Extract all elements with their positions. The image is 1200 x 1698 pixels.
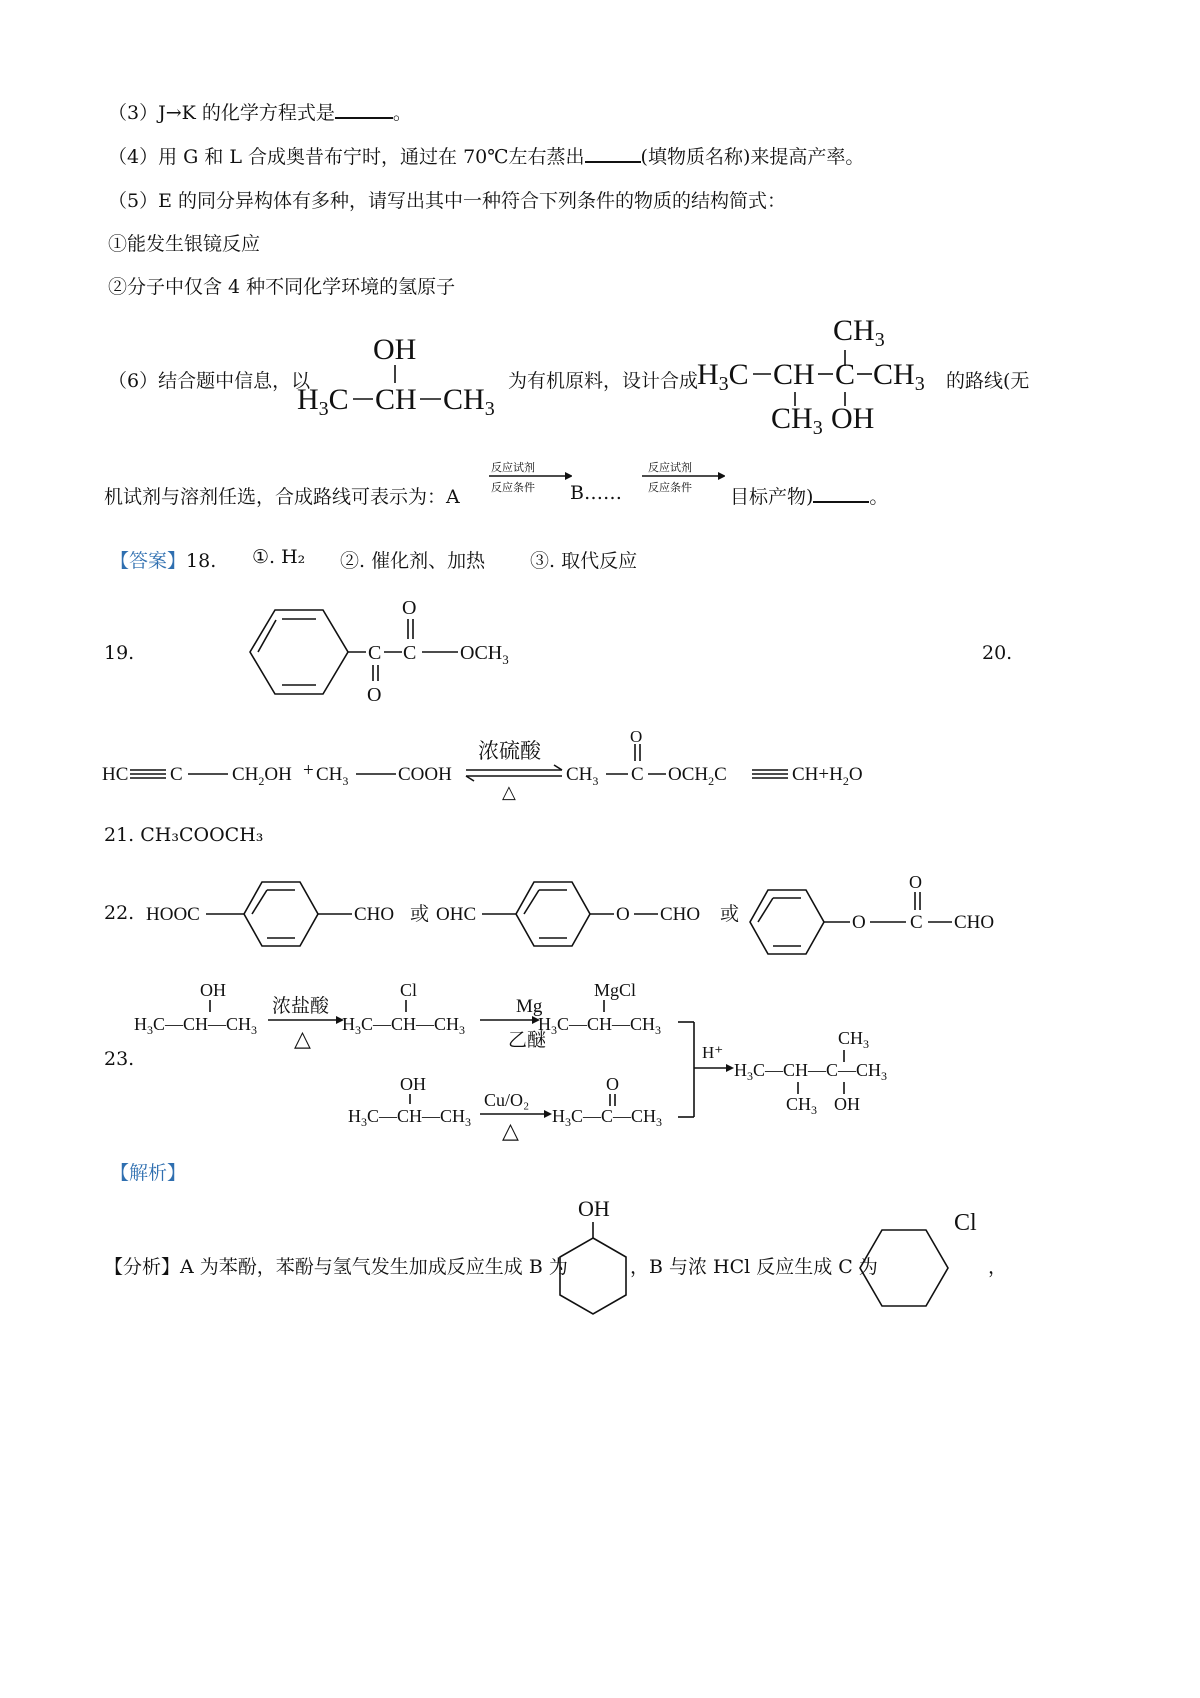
arrow-top-label: 反应试剂 bbox=[648, 461, 692, 474]
answer-21 bbox=[104, 824, 263, 846]
cyclohexanol-structure bbox=[548, 1196, 638, 1316]
reagent-hcl: 浓盐酸 bbox=[272, 995, 330, 1017]
arrow-top-label: 反应试剂 bbox=[491, 461, 535, 474]
svg-text:CH3: $CH_3$ bbox=[833, 314, 885, 351]
svg-text:OHC: OHC bbox=[436, 904, 477, 925]
svg-text:CH3: $CH_3$ bbox=[316, 764, 349, 788]
q5-text: E 的同分异构体有多种，请写出其中一种符合下列条件的物质的结构简式： bbox=[158, 190, 787, 212]
svg-text:CH+H2O: $CH+H_2O$ bbox=[792, 764, 863, 788]
answer-blank bbox=[335, 99, 393, 119]
answer-22-number: 22. bbox=[104, 902, 135, 924]
isopropanol-structure bbox=[295, 325, 510, 425]
target-product-structure bbox=[695, 310, 945, 435]
reagent-mg: Mg bbox=[516, 996, 543, 1017]
svg-text:O: O bbox=[909, 872, 922, 892]
svg-text:OH: OH bbox=[373, 333, 417, 366]
svg-text:CH: CH bbox=[773, 358, 815, 391]
svg-text:H3C—CH—C—CH3: $H_3C—CH—C—CH_3$ bbox=[734, 1060, 888, 1083]
svg-text:O: O bbox=[630, 728, 643, 746]
answer-23-synthesis-route bbox=[130, 970, 920, 1145]
solvent-ether: 乙醚 bbox=[508, 1029, 547, 1051]
reagent-cu-o2: Cu/O₂ bbox=[484, 1090, 530, 1110]
or-label-2: 或 bbox=[720, 903, 740, 925]
answer-18-number: 18. bbox=[186, 550, 217, 572]
svg-text:OCH3: $OCH_3$ bbox=[460, 642, 509, 667]
q6-line2c bbox=[730, 482, 888, 509]
answer-18-2: ②. 催化剂、加热 bbox=[340, 550, 486, 572]
svg-text:CHO: CHO bbox=[954, 912, 995, 933]
svg-text:C: C bbox=[631, 764, 644, 785]
q6-line2c-text: 目标产物) bbox=[730, 486, 814, 508]
svg-text:OCH2C: $OCH_2C$ bbox=[668, 764, 727, 788]
q5-number: （5） bbox=[108, 190, 159, 212]
answer-21-formula: CH₃COOCH₃ bbox=[140, 824, 264, 846]
svg-text:CH3: $CH_3$ bbox=[443, 383, 495, 420]
svg-text:C: C bbox=[368, 642, 382, 664]
answer-blank bbox=[813, 483, 869, 503]
question-4 bbox=[108, 142, 864, 169]
svg-text:CHO: CHO bbox=[354, 904, 395, 925]
svg-text:H3C: $H_3C$ bbox=[297, 383, 349, 420]
q3-text: J→K 的化学方程式是 bbox=[158, 102, 335, 124]
arrow-bottom-label: 反应条件 bbox=[648, 481, 692, 494]
svg-text:H3C—CH—CH3: $H_3C—CH—CH_3$ bbox=[342, 1014, 466, 1037]
answer-20-equation bbox=[100, 728, 880, 803]
analysis-head: 【分析】 bbox=[104, 1256, 181, 1278]
condition-2: ②分子中仅含 4 种不同化学环境的氢原子 bbox=[108, 276, 456, 298]
q6-line2a: 机试剂与溶剂任选，合成路线可表示为：A bbox=[104, 486, 460, 508]
catalyst-label: 浓硫酸 bbox=[478, 739, 541, 763]
svg-text:CH3: $CH_3$ bbox=[786, 1094, 818, 1117]
svg-text:C: C bbox=[835, 358, 856, 391]
answer-18-1: ①. H₂ bbox=[252, 546, 306, 568]
svg-text:Cl: Cl bbox=[400, 980, 418, 1000]
svg-text:C: C bbox=[403, 642, 417, 664]
svg-text:Cl: Cl bbox=[954, 1210, 977, 1236]
answer-18 bbox=[110, 546, 216, 573]
svg-text:CH3: $CH_3$ bbox=[873, 358, 925, 395]
svg-text:H3C—C—CH3: $H_3C—C—CH_3$ bbox=[552, 1106, 663, 1129]
svg-text:HOOC: HOOC bbox=[146, 904, 200, 925]
q6-tail: 。 bbox=[869, 486, 889, 508]
q6-text3: 的路线(无 bbox=[946, 370, 1030, 392]
analysis-text3: ， bbox=[988, 1256, 1008, 1278]
analysis-text2: ，B 与浓 HCl 反应生成 C 为 bbox=[630, 1256, 878, 1278]
answer-tag: 【答案】 bbox=[110, 550, 187, 572]
question-3 bbox=[108, 98, 412, 125]
answer-22-structures bbox=[140, 870, 1020, 960]
svg-text:O: O bbox=[616, 904, 630, 925]
svg-text:HC: HC bbox=[102, 764, 129, 785]
svg-text:C: C bbox=[170, 764, 183, 785]
condition-1: ①能发生银镜反应 bbox=[108, 233, 261, 255]
svg-text:+: + bbox=[303, 760, 314, 781]
svg-text:OH: OH bbox=[400, 1074, 426, 1094]
q4-tail: (填物质名称)来提高产率。 bbox=[640, 146, 865, 168]
svg-text:CH3: $CH_3$ bbox=[771, 402, 823, 435]
svg-text:OH: OH bbox=[578, 1196, 610, 1221]
reaction-arrow-1 bbox=[487, 458, 572, 498]
answer-blank bbox=[585, 143, 641, 163]
reaction-arrow-2 bbox=[640, 458, 725, 498]
svg-text:CH3: $CH_3$ bbox=[566, 764, 599, 788]
or-label-1: 或 bbox=[410, 903, 430, 925]
answer-21-number: 21. bbox=[104, 824, 135, 846]
q3-number: （3） bbox=[108, 102, 159, 124]
svg-text:OH: OH bbox=[834, 1094, 860, 1114]
svg-text:CHO: CHO bbox=[660, 904, 701, 925]
svg-text:OH: OH bbox=[200, 980, 226, 1000]
answer-19-structure bbox=[240, 595, 530, 710]
analysis-text bbox=[104, 1252, 568, 1279]
svg-text:CH2OH: $CH_2OH$ bbox=[232, 764, 292, 788]
analysis-text1: A 为苯酚，苯酚与氢气发生加成反应生成 B 为 bbox=[180, 1256, 568, 1278]
q6-text1: 结合题中信息，以 bbox=[158, 370, 311, 392]
q4-text: 用 G 和 L 合成奥昔布宁时，通过在 70℃左右蒸出 bbox=[158, 146, 585, 168]
answer-23-number: 23. bbox=[104, 1048, 135, 1070]
q6-line2b: B…… bbox=[570, 482, 622, 504]
q6-text2: 为有机原料，设计合成 bbox=[508, 370, 699, 392]
chlorocyclohexane-structure bbox=[852, 1206, 992, 1316]
heat-symbol: △ bbox=[502, 782, 516, 802]
svg-text:CH: CH bbox=[375, 383, 417, 416]
q4-number: （4） bbox=[108, 146, 159, 168]
q6-line2 bbox=[104, 482, 460, 509]
svg-text:H3C—CH—CH3: $H_3C—CH—CH_3$ bbox=[134, 1014, 258, 1037]
analysis-tag: 【解析】 bbox=[110, 1162, 187, 1184]
question-5 bbox=[108, 186, 786, 213]
svg-text:H3C—CH—CH3: $H_3C—CH—CH_3$ bbox=[538, 1014, 662, 1037]
svg-text:MgCl: MgCl bbox=[594, 980, 637, 1000]
svg-text:C: C bbox=[910, 912, 923, 933]
arrow-bottom-label: 反应条件 bbox=[491, 481, 535, 494]
answer-19-number: 19. bbox=[104, 642, 135, 664]
heat-symbol-1: △ bbox=[294, 1026, 311, 1051]
question-6 bbox=[108, 366, 310, 393]
q3-tail: 。 bbox=[392, 102, 412, 124]
answer-18-3: ③. 取代反应 bbox=[530, 550, 638, 572]
heat-symbol-2: △ bbox=[502, 1118, 519, 1143]
svg-text:COOH: COOH bbox=[398, 764, 452, 785]
q6-number: （6） bbox=[108, 370, 159, 392]
svg-text:H3C—CH—CH3: $H_3C—CH—CH_3$ bbox=[348, 1106, 472, 1129]
svg-text:O: O bbox=[402, 597, 417, 619]
svg-text:H3C: $H_3C$ bbox=[697, 358, 749, 395]
svg-text:O: O bbox=[852, 912, 866, 933]
svg-text:O: O bbox=[606, 1074, 619, 1094]
answer-20-number: 20. bbox=[982, 642, 1013, 664]
svg-text:CH3: $CH_3$ bbox=[838, 1028, 870, 1051]
acid-label: H⁺ bbox=[702, 1043, 724, 1062]
svg-text:O: O bbox=[367, 684, 382, 706]
svg-text:OH: OH bbox=[831, 402, 875, 435]
